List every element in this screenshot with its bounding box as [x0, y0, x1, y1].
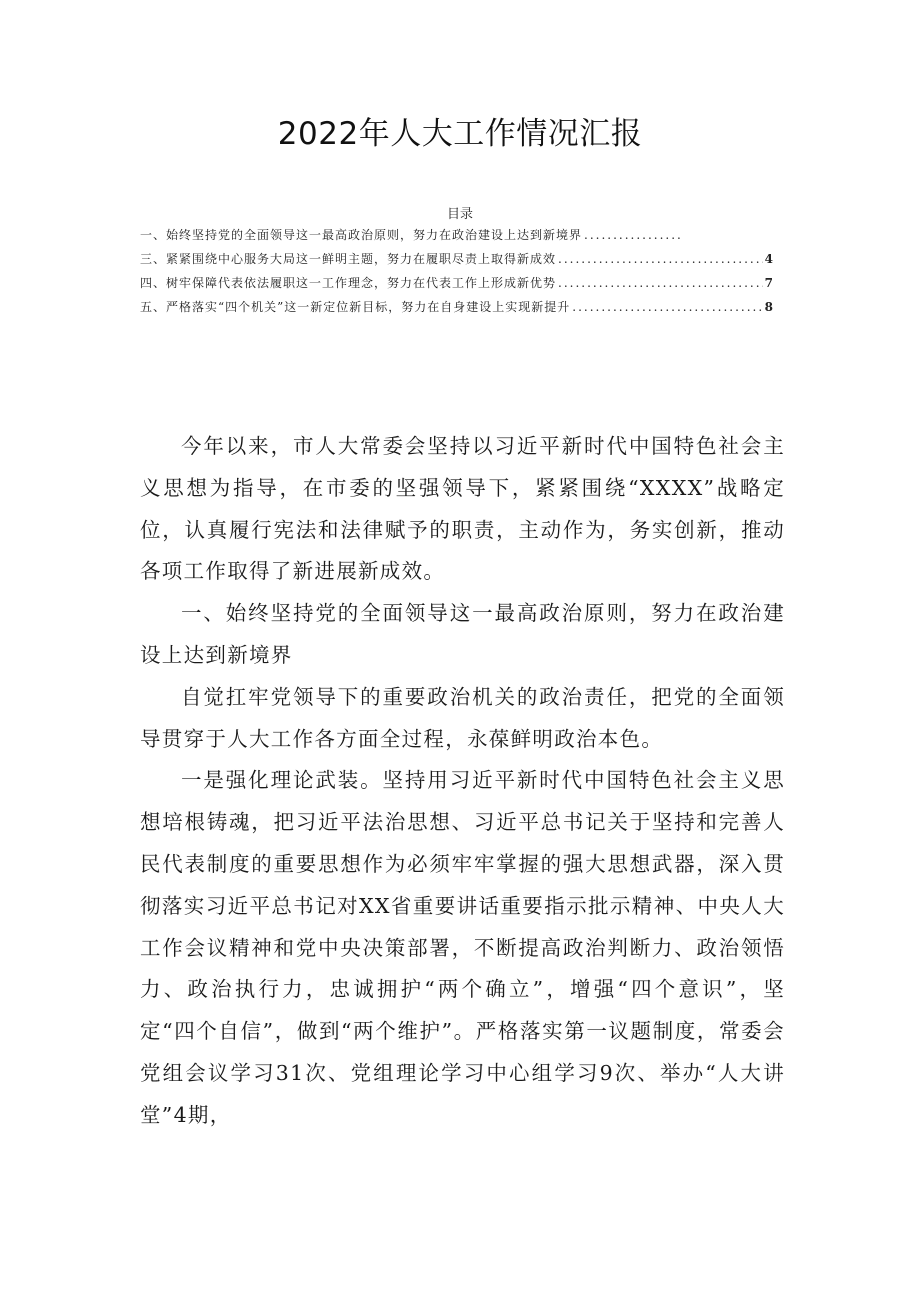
toc-entry-label: 三、紧紧围绕中心服务大局这一鲜明主题，努力在履职尽责上取得新成效: [140, 252, 557, 266]
toc-dot-leader: [558, 276, 763, 290]
document-body: [140, 426, 785, 1137]
toc-entry[interactable]: [140, 298, 774, 322]
toc-entry-page: 8: [764, 300, 774, 314]
toc-entry-page: 4: [764, 252, 774, 266]
body-paragraph: 一是强化理论武装。坚持用习近平新时代中国特色社会主义思想培根铸魂，把习近平法治思想、习近平总书记关于坚持和完善人民代表制度的重要思想作为必须牢牢掌握的强大思想武器，深入贯彻落实习近平总书记对XX省重要讲话重要指示批示精神、中央人大工作会议精神和党中央决策部署，不断提高政治判断力、政治领悟力、政治执行力，忠诚拥护“两个确立”，增强“四个意识”，坚定“四个自信”，做到“两个维护”。严格落实第一议题制度，常委会党组会议学习31次、党组理论学习中心组学习9次、举办“人大讲堂”4期，: [140, 768, 785, 1127]
toc-dot-leader: [558, 252, 763, 266]
toc-heading: 目录: [446, 207, 473, 222]
table-of-contents: [140, 226, 774, 322]
toc-entry[interactable]: [140, 226, 774, 250]
toc-dot-leader: [572, 300, 762, 314]
body-paragraph: 自觉扛牢党领导下的重要政治机关的政治责任，把党的全面领导贯穿于人大工作各方面全过程，永葆鲜明政治本色。: [140, 684, 785, 751]
toc-entry[interactable]: [140, 250, 774, 274]
toc-entry-label: 一、始终坚持党的全面领导这一最高政治原则，努力在政治建设上达到新境界: [140, 228, 583, 242]
document-title: 2022年人大工作情况汇报: [277, 116, 643, 152]
intro-paragraph: 今年以来，市人大常委会坚持以习近平新时代中国特色社会主义思想为指导，在市委的坚强领导下，紧紧围绕“XXXX”战略定位，认真履行宪法和法律赋予的职责，主动作为，务实创新，推动各项工作取得了新进展新成效。: [140, 434, 785, 584]
section-heading: 一、始终坚持党的全面领导这一最高政治原则，努力在政治建设上达到新境界: [140, 601, 785, 667]
toc-entry-page: 7: [764, 276, 774, 290]
toc-dot-leader: [584, 228, 680, 242]
toc-entry-label: 五、严格落实“四个机关”这一新定位新目标，努力在自身建设上实现新提升: [140, 300, 571, 314]
toc-entry[interactable]: [140, 274, 774, 298]
toc-entry-label: 四、树牢保障代表依法履职这一工作理念，努力在代表工作上形成新优势: [140, 276, 557, 290]
